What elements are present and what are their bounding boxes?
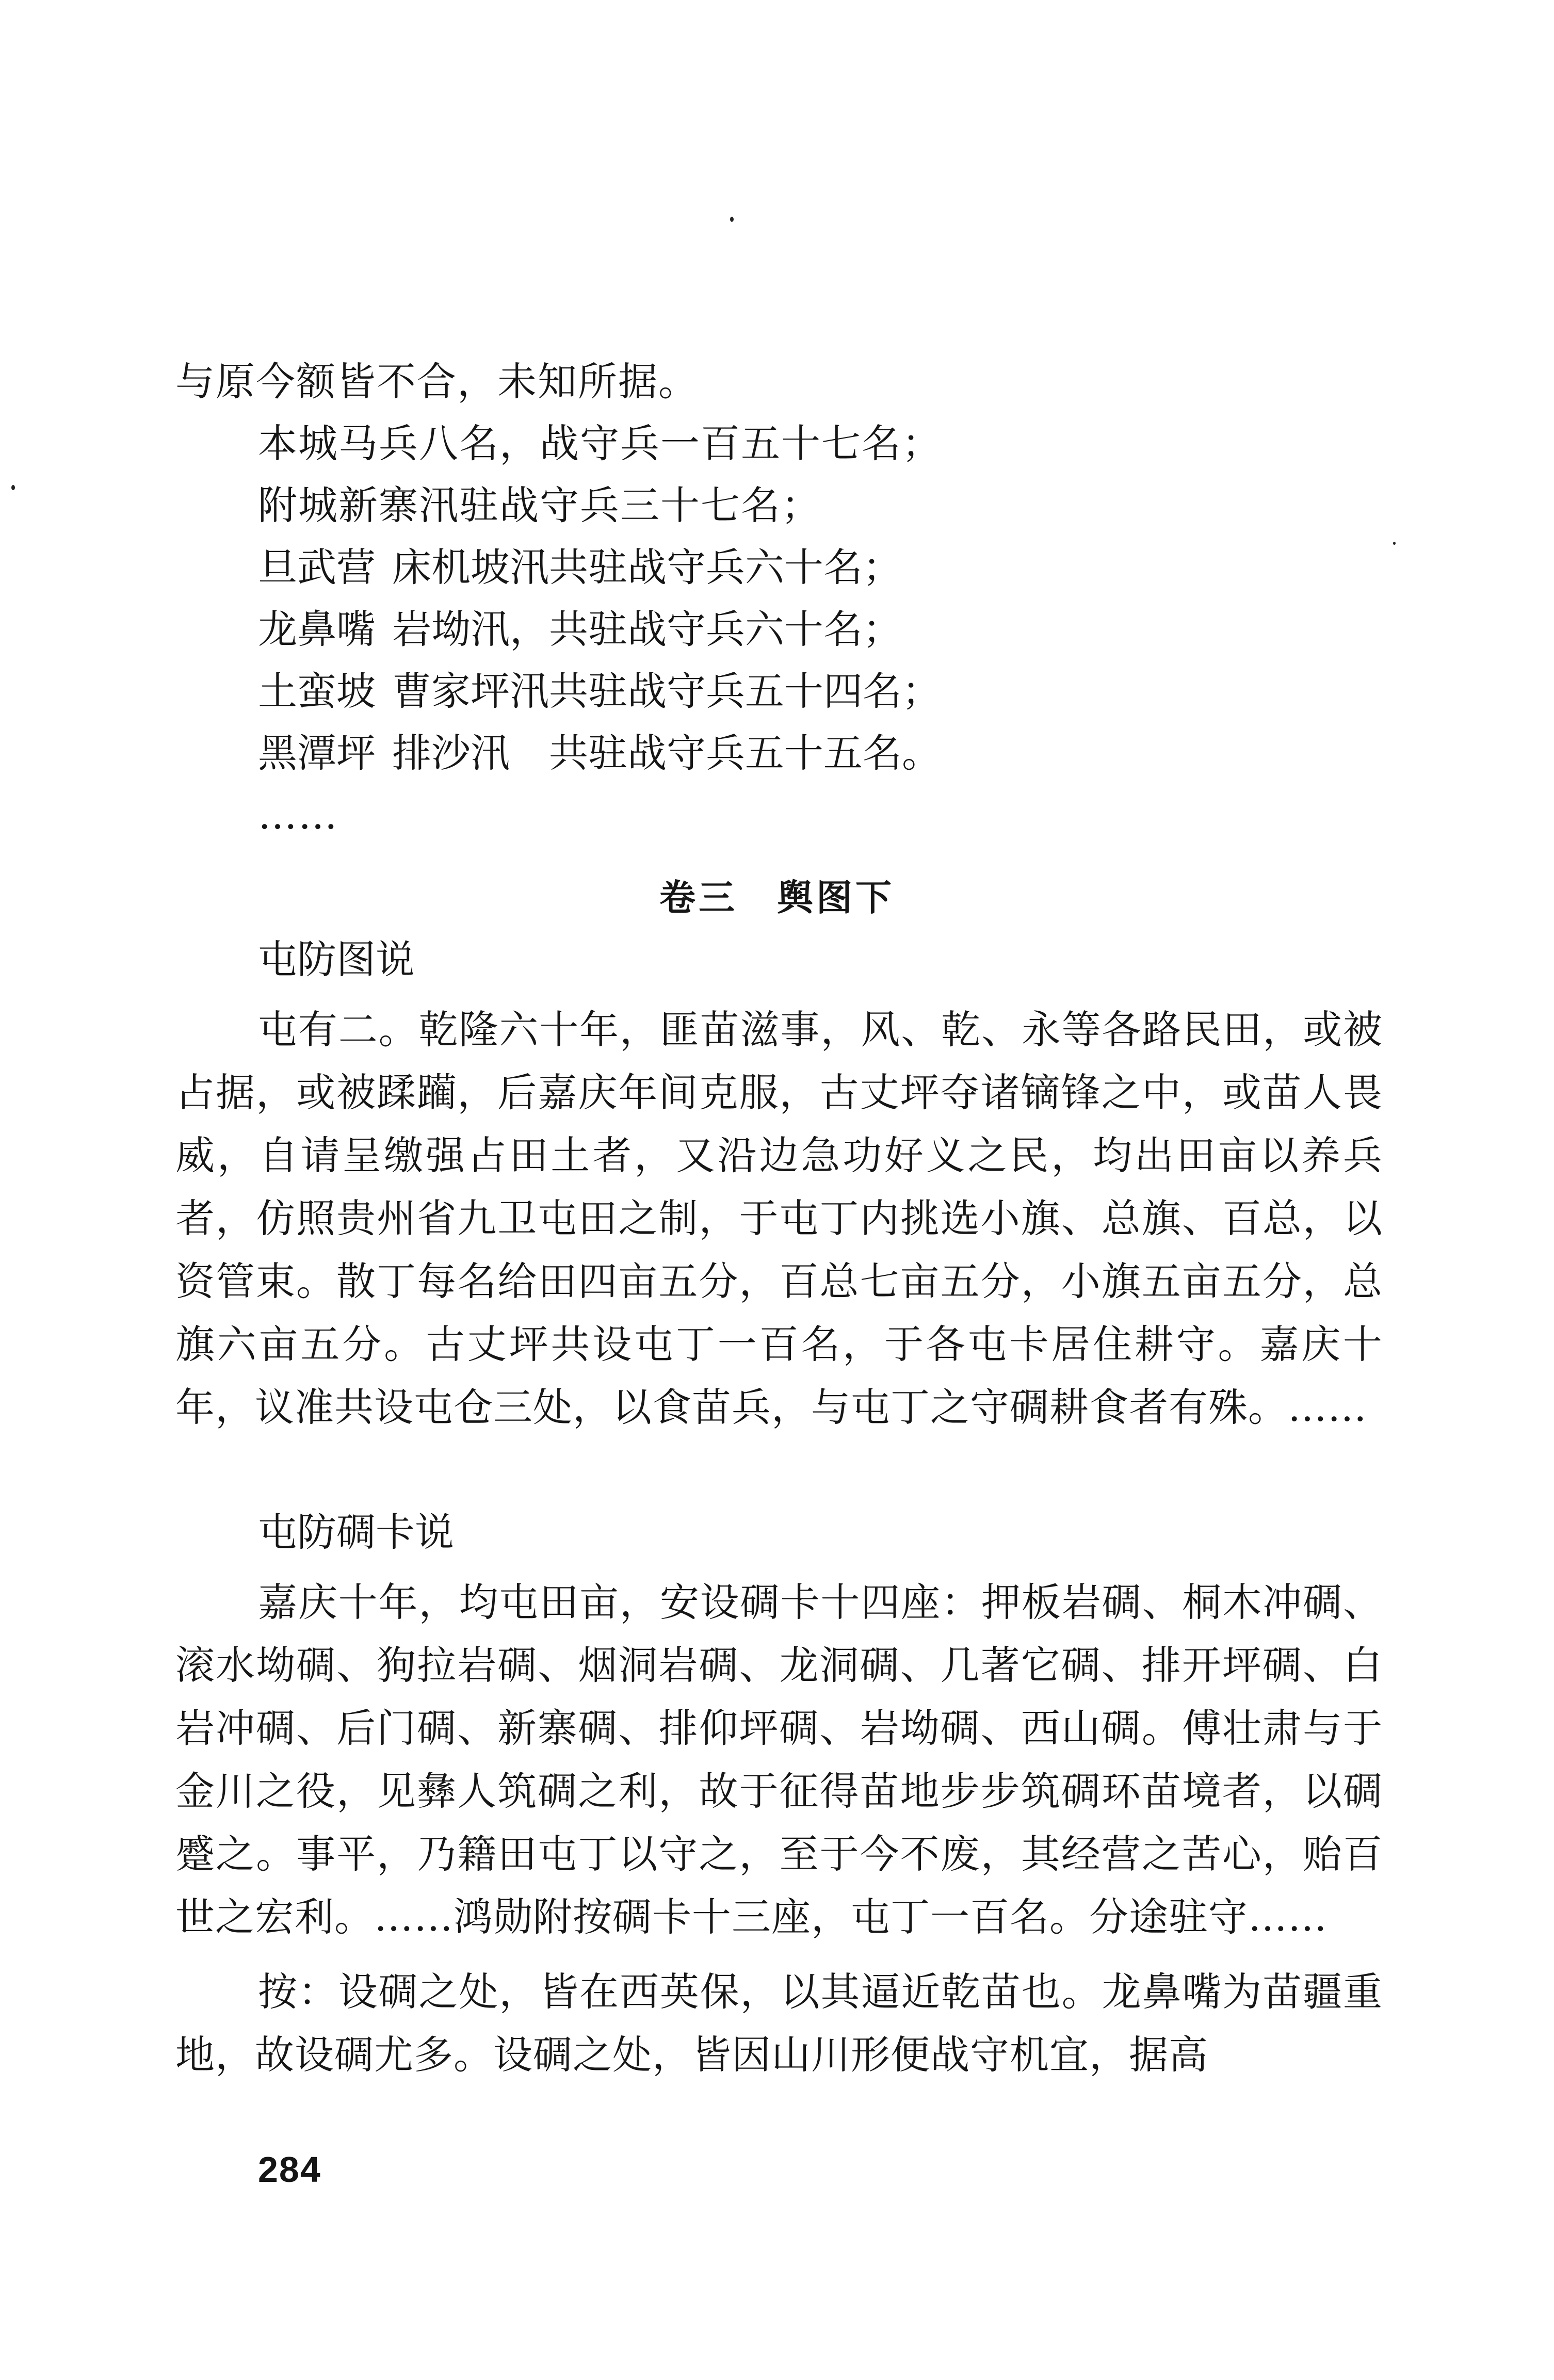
page-number: 284 (258, 2149, 321, 2190)
section-title-tunfang-forts: 屯防碉卡说 (258, 1509, 454, 1555)
garrison-detail: 曹家坪汛共驻战守兵五十四名； (392, 668, 941, 714)
print-speck (1393, 542, 1396, 545)
garrison-row (258, 604, 902, 655)
garrison-line-new-fort: 附城新寨汛驻战守兵三十七名； (258, 482, 821, 528)
ellipsis: …… (258, 792, 338, 838)
garrison-place: 龙鼻嘴 (258, 606, 376, 652)
print-speck (730, 217, 734, 222)
garrison-place: 旦武营 (258, 544, 376, 590)
section-title-tunfang-map: 屯防图说 (258, 936, 415, 982)
garrison-detail: 岩坳汛，共驻战守兵六十名； (392, 606, 902, 652)
print-speck (11, 485, 15, 490)
garrison-line-main-city: 本城马兵八名，战守兵一百五十七名； (258, 420, 942, 466)
garrison-row (258, 727, 941, 779)
section-body-tunfang-map: 屯有二。乾隆六十年，匪苗滋事，风、乾、永等各路民田，或被占据，或被蹂躏，后嘉庆年间克服，古丈坪夺诸镝锋之中，或苗人畏威，自请呈缴强占田土者，又沿边急功好义之民，均出田亩以养兵者，仿照贵州省九卫屯田之制，于屯丁内挑选小旗、总旗、百总，以资管束。散丁每名给田四亩五分，百总七亩五分，小旗五亩五分，总旗六亩五分。古丈坪共设屯丁一百名，于各屯卡居住耕守。嘉庆十年，议准共设屯仓三处，以食苗兵，与屯丁之守碉耕食者有殊。…… (175, 1007, 1383, 1430)
garrison-detail: 床机坡汛共驻战守兵六十名； (392, 544, 902, 590)
garrison-row (258, 666, 941, 717)
opening-line: 与原今额皆不合，未知所据。 (175, 359, 699, 404)
author-note: 按：设碉之处，皆在西英保，以其逼近乾苗也。龙鼻嘴为苗疆重地，故设碉尤多。设碉之处，皆因山川形便战守机宜，据高 (175, 1969, 1383, 2078)
garrison-place: 黑潭坪 (258, 730, 376, 776)
garrison-detail: 排沙汛 共驻战守兵五十五名。 (392, 730, 941, 776)
section-body-tunfang-forts: 嘉庆十年，均屯田亩，安设碉卡十四座：押板岩碉、桐木冲碉、滚水坳碉、狗拉岩碉、烟洞岩碉、龙洞碉、几著它碉、排开坪碉、白岩冲碉、后门碉、新寨碉、排仰坪碉、岩坳碉、西山碉。傅壮肃与于金川之役，见彝人筑碉之利，故于征得苗地步步筑碉环苗境者，以碉蹙之。事平，乃籍田屯丁以守之，至于今不废，其经营之苦心，贻百世之宏利。……鸿勋附按碉卡十三座，屯丁一百名。分途驻守…… (175, 1579, 1383, 1940)
section-heading: 卷三 舆图下 (659, 877, 895, 919)
garrison-row (258, 542, 902, 593)
garrison-place: 土蛮坡 (258, 668, 376, 714)
